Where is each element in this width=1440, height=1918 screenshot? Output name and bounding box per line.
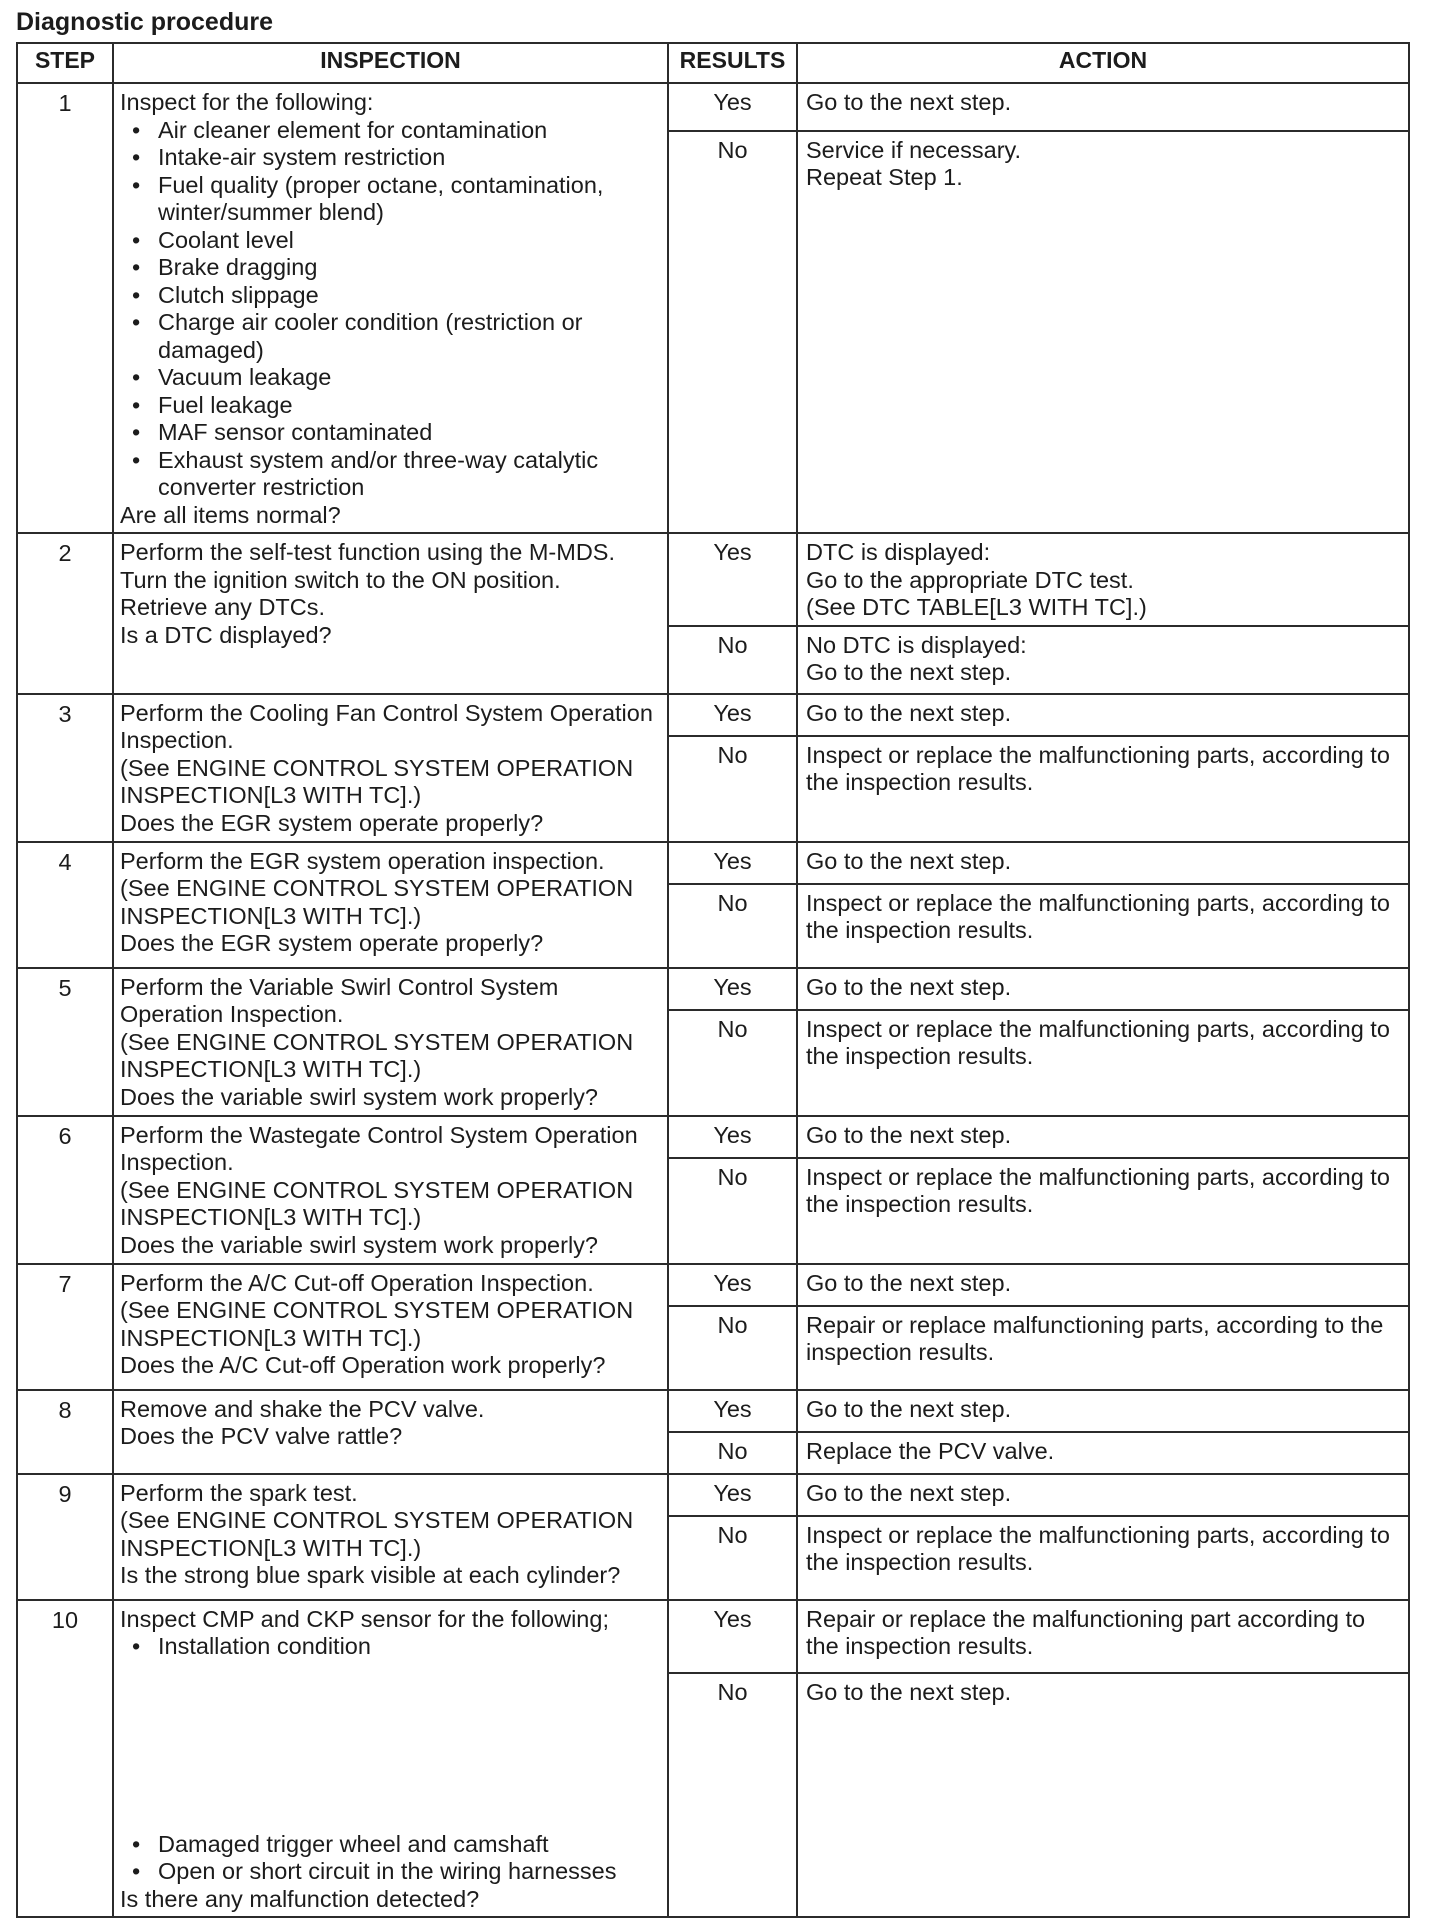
action-text: Go to the next step. xyxy=(806,659,1012,685)
inspection-text: Perform the spark test. xyxy=(120,1479,358,1506)
inspection-text: Does the EGR system operate properly? xyxy=(120,930,544,956)
result-value: No xyxy=(668,1673,797,1917)
action-cell xyxy=(797,1158,1409,1264)
inspection-bullet-item: • Intake-air system restriction xyxy=(120,144,663,172)
inspection-text: Does the variable swirl system work properly? xyxy=(120,1231,598,1258)
table-row xyxy=(17,1474,1409,1516)
inspection-cell xyxy=(113,842,668,968)
action-text: Inspect or replace the malfunctioning parts, according to the inspection results. xyxy=(806,1015,1390,1069)
inspection-bullet-item: • Fuel leakage xyxy=(120,392,663,420)
inspection-text: Is the strong blue spark visible at each cylinder? xyxy=(120,1562,621,1588)
inspection-text: Is there any malfunction detected? xyxy=(120,1885,480,1912)
table-row xyxy=(17,1600,1409,1673)
document-title: Diagnostic procedure xyxy=(16,8,273,36)
result-value: Yes xyxy=(668,1264,797,1306)
inspection-text: (See ENGINE CONTROL SYSTEM OPERATION INSPECTION[L3 WITH TC].) xyxy=(120,1176,634,1230)
result-value: No xyxy=(668,1010,797,1116)
action-cell xyxy=(797,83,1409,131)
result-value: No xyxy=(668,1306,797,1390)
result-value: No xyxy=(668,1158,797,1264)
inspection-cell xyxy=(113,1474,668,1600)
result-value: Yes xyxy=(668,533,797,626)
inspection-bullet-item: • Clutch slippage xyxy=(120,282,663,310)
action-cell xyxy=(797,842,1409,884)
inspection-text: Retrieve any DTCs. xyxy=(120,594,326,620)
result-value: No xyxy=(668,884,797,968)
action-cell xyxy=(797,736,1409,842)
inspection-bullet-item: • Exhaust system and/or three-way catalytic converter restriction xyxy=(120,447,663,502)
inspection-bullet-item: • Damaged trigger wheel and camshaft xyxy=(120,1831,663,1859)
action-text: Go to the next step. xyxy=(806,973,1012,1000)
inspection-text: Perform the self-test function using the M-MDS. xyxy=(120,539,615,565)
action-cell xyxy=(797,1390,1409,1432)
inspection-text: Perform the EGR system operation inspection. xyxy=(120,847,605,874)
table-header-row xyxy=(17,43,1409,83)
inspection-bullet-item: • Fuel quality (proper octane, contamination, winter/summer blend) xyxy=(120,172,663,227)
inspection-text: (See ENGINE CONTROL SYSTEM OPERATION INSPECTION[L3 WITH TC].) xyxy=(120,1507,634,1561)
result-value: Yes xyxy=(668,83,797,131)
table-row xyxy=(17,83,1409,131)
header-inspection: INSPECTION xyxy=(113,43,668,83)
action-text: Inspect or replace the malfunctioning parts, according to the inspection results. xyxy=(806,889,1390,943)
action-text: Go to the next step. xyxy=(806,1479,1012,1506)
step-number: 10 xyxy=(17,1600,113,1918)
step-number: 3 xyxy=(17,694,113,842)
action-text: Go to the next step. xyxy=(806,1269,1012,1296)
step-number: 4 xyxy=(17,842,113,968)
step-number: 8 xyxy=(17,1390,113,1474)
inspection-cell xyxy=(113,694,668,842)
result-value: No xyxy=(668,736,797,842)
result-value: Yes xyxy=(668,1116,797,1158)
diagnostic-procedure-table xyxy=(16,42,1410,1918)
inspection-text: Inspect CMP and CKP sensor for the following; xyxy=(120,1605,609,1632)
inspection-cell xyxy=(113,968,668,1116)
inspection-text: (See ENGINE CONTROL SYSTEM OPERATION INSPECTION[L3 WITH TC].) xyxy=(120,1297,634,1351)
inspection-cell xyxy=(113,1390,668,1474)
inspection-text: Perform the Wastegate Control System Operation Inspection. xyxy=(120,1121,638,1175)
header-step: STEP xyxy=(17,43,113,83)
action-text: Service if necessary. xyxy=(806,136,1022,163)
result-value: Yes xyxy=(668,1474,797,1516)
action-cell xyxy=(797,1516,1409,1600)
inspection-text: Does the PCV valve rattle? xyxy=(120,1423,403,1449)
action-text: (See DTC TABLE[L3 WITH TC].) xyxy=(806,594,1147,620)
table-row xyxy=(17,842,1409,884)
inspection-bullet-item: • Brake dragging xyxy=(120,254,663,282)
table-row xyxy=(17,968,1409,1010)
action-text: Repair or replace malfunctioning parts, according to the inspection results. xyxy=(806,1311,1384,1365)
inspection-text: Does the variable swirl system work properly? xyxy=(120,1083,598,1110)
action-cell xyxy=(797,694,1409,736)
action-text: Repair or replace the malfunctioning part according to the inspection results. xyxy=(806,1605,1366,1659)
action-cell xyxy=(797,1673,1409,1917)
action-text: Go to the next step. xyxy=(806,1395,1012,1422)
inspection-bullet-item: • Vacuum leakage xyxy=(120,364,663,392)
inspection-text: Is a DTC displayed? xyxy=(120,621,332,648)
inspection-text: Does the A/C Cut-off Operation work properly? xyxy=(120,1352,606,1378)
action-text: Go to the next step. xyxy=(806,1678,1012,1705)
action-text: Inspect or replace the malfunctioning parts, according to the inspection results. xyxy=(806,741,1390,795)
table-row xyxy=(17,1390,1409,1432)
step-number: 6 xyxy=(17,1116,113,1264)
inspection-bullet-item: • Open or short circuit in the wiring harnesses xyxy=(120,1858,663,1886)
step-number: 5 xyxy=(17,968,113,1116)
action-text: Go to the next step. xyxy=(806,847,1012,874)
action-cell xyxy=(797,1474,1409,1516)
result-value: No xyxy=(668,1516,797,1600)
inspection-text: (See ENGINE CONTROL SYSTEM OPERATION INSPECTION[L3 WITH TC].) xyxy=(120,1028,634,1082)
table-row xyxy=(17,1116,1409,1158)
result-value: No xyxy=(668,626,797,694)
action-cell xyxy=(797,1116,1409,1158)
inspection-text: Remove and shake the PCV valve. xyxy=(120,1395,485,1422)
action-cell xyxy=(797,968,1409,1010)
inspection-cell xyxy=(113,1264,668,1390)
header-results: RESULTS xyxy=(668,43,797,83)
action-cell xyxy=(797,1432,1409,1474)
header-action: ACTION xyxy=(797,43,1409,83)
table-body xyxy=(17,83,1409,1917)
inspection-bullet-item: • Coolant level xyxy=(120,227,663,255)
result-value: Yes xyxy=(668,1390,797,1432)
inspection-bullet-item: • Air cleaner element for contamination xyxy=(120,117,663,145)
action-cell xyxy=(797,1264,1409,1306)
inspection-bullet-item: • Installation condition xyxy=(120,1633,663,1661)
inspection-cell xyxy=(113,83,668,533)
action-text: Inspect or replace the malfunctioning parts, according to the inspection results. xyxy=(806,1521,1390,1575)
action-cell xyxy=(797,533,1409,626)
table-row xyxy=(17,694,1409,736)
inspection-text: (See ENGINE CONTROL SYSTEM OPERATION INSPECTION[L3 WITH TC].) xyxy=(120,754,634,808)
inspection-cell xyxy=(113,533,668,694)
action-text: Go to the next step. xyxy=(806,1121,1012,1148)
table-row xyxy=(17,533,1409,626)
action-cell xyxy=(797,1306,1409,1390)
result-value: Yes xyxy=(668,694,797,736)
inspection-spacer xyxy=(120,1661,663,1831)
action-cell xyxy=(797,884,1409,968)
step-number: 7 xyxy=(17,1264,113,1390)
inspection-text: Are all items normal? xyxy=(120,501,341,528)
inspection-text: Does the EGR system operate properly? xyxy=(120,809,544,836)
result-value: No xyxy=(668,1432,797,1474)
action-text: DTC is displayed: xyxy=(806,539,991,565)
step-number: 2 xyxy=(17,533,113,694)
result-value: Yes xyxy=(668,968,797,1010)
action-text: Inspect or replace the malfunctioning parts, according to the inspection results. xyxy=(806,1163,1390,1217)
action-text: Replace the PCV valve. xyxy=(806,1437,1055,1464)
result-value: Yes xyxy=(668,842,797,884)
inspection-bullet-item: • MAF sensor contaminated xyxy=(120,419,663,447)
inspection-text: Perform the Cooling Fan Control System Operation Inspection. xyxy=(120,699,653,753)
action-text: Go to the next step. xyxy=(806,89,1012,115)
inspection-cell xyxy=(113,1600,668,1918)
action-cell xyxy=(797,1600,1409,1673)
action-cell xyxy=(797,626,1409,694)
result-value: No xyxy=(668,131,797,533)
action-text: Go to the appropriate DTC test. xyxy=(806,566,1134,593)
action-text: Repeat Step 1. xyxy=(806,164,963,191)
step-number: 1 xyxy=(17,83,113,533)
inspection-text: (See ENGINE CONTROL SYSTEM OPERATION INSPECTION[L3 WITH TC].) xyxy=(120,875,634,929)
action-text: No DTC is displayed: xyxy=(806,631,1027,658)
action-text: Go to the next step. xyxy=(806,699,1012,726)
inspection-text: Turn the ignition switch to the ON position. xyxy=(120,566,561,593)
action-cell xyxy=(797,1010,1409,1116)
inspection-cell xyxy=(113,1116,668,1264)
inspection-text: Inspect for the following: xyxy=(120,89,374,115)
action-cell xyxy=(797,131,1409,533)
result-value: Yes xyxy=(668,1600,797,1673)
step-number: 9 xyxy=(17,1474,113,1600)
inspection-bullet-item: • Charge air cooler condition (restriction or damaged) xyxy=(120,309,663,364)
inspection-text: Perform the A/C Cut-off Operation Inspection. xyxy=(120,1269,594,1296)
table-row xyxy=(17,1264,1409,1306)
inspection-text: Perform the Variable Swirl Control System Operation Inspection. xyxy=(120,973,559,1027)
